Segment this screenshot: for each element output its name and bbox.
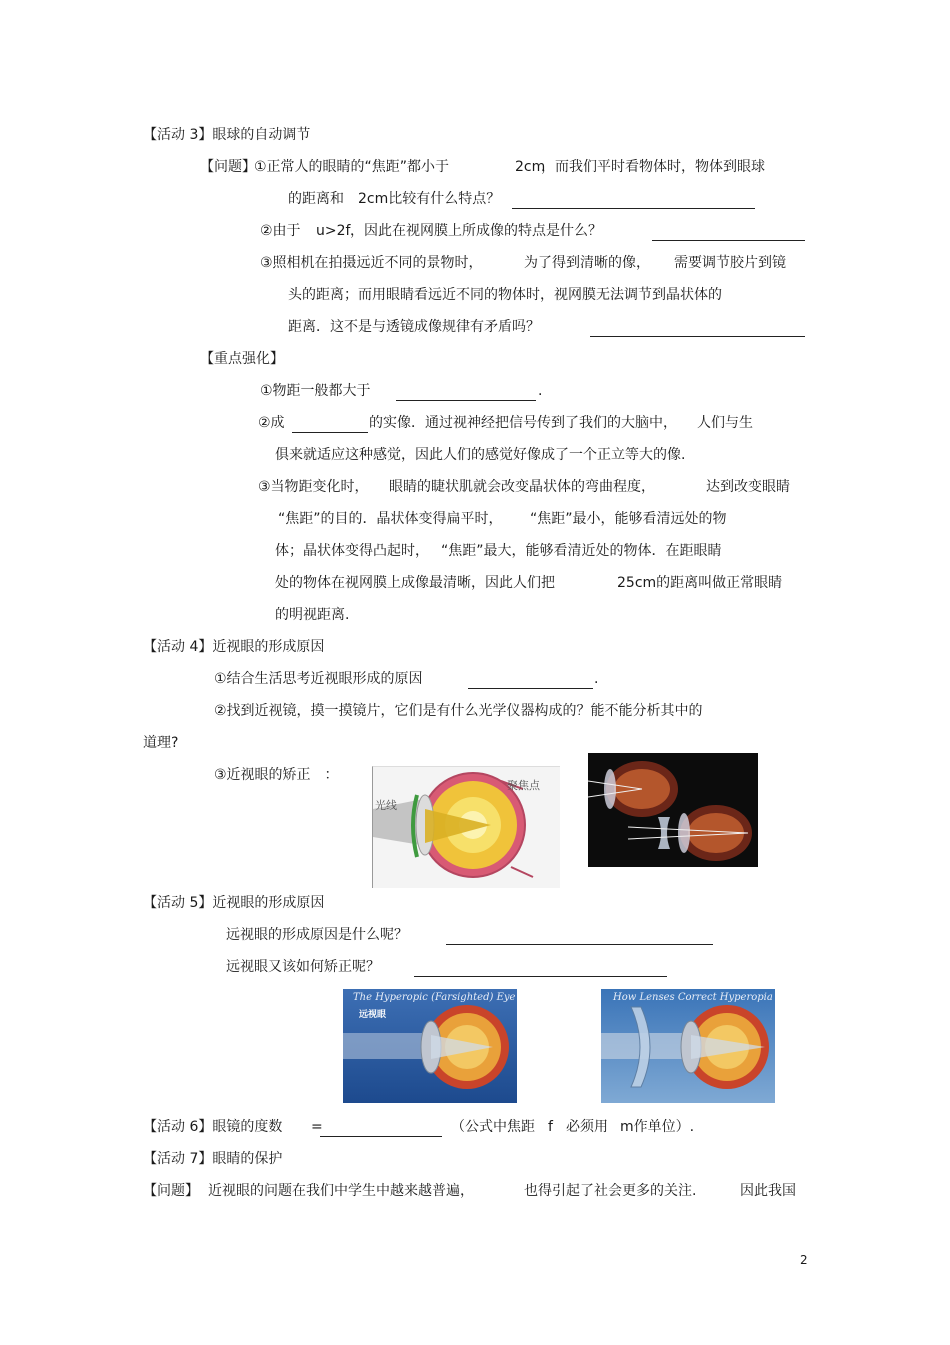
q2-text-a: ②由于 [260,223,301,239]
focus-p3-g: “焦距”最大，能够看清近处的物体．在距眼睛 [441,543,722,559]
activity6-blank[interactable] [320,1122,442,1137]
q3-text-b: 为了得到清晰的像， [524,255,650,271]
activity7-text-c: 因此我国 [740,1183,796,1199]
q1-text-c: ，而我们平时看物体时，物体到眼球 [541,159,765,175]
activity6-text-b: = [311,1119,323,1135]
focus-p1-b: . [538,383,543,399]
activity6-text-d: f [548,1119,553,1135]
q1-text-a: ①正常人的眼睛的“焦距”都小于 [254,159,450,175]
q3-text-e: 距离．这不是与透镜成像规律有矛盾吗？ [288,319,540,335]
activity4-item2-a: ②找到近视镜，摸一摸镜片，它们是有什么光学仪器构成的？能不能分析其中的 [214,703,703,719]
focus-p3-h: 处的物体在视网膜上成像最清晰，因此人们把 [275,575,555,591]
focus-p2-blank[interactable] [292,418,368,433]
focus-p3-j: 的明视距离. [275,607,350,623]
focus-p3-b: 眼睛的睫状肌就会改变晶状体的弯曲程度， [389,479,655,495]
lens-correct-hyperopia-image [601,989,775,1103]
focus-point-label: 聚焦点 [507,779,540,792]
question-label: 【问题】 [200,159,256,175]
q1-text-e: 2cm比较有什么特点？ [358,191,501,207]
q3-text-a: ③照相机在拍摄远近不同的景物时， [260,255,483,271]
activity7-text-a: 近视眼的问题在我们中学生中越来越普遍， [208,1183,474,1199]
activity5-title: 【活动 5】近视眼的形成原因 [143,895,325,911]
activity6-text-c: （公式中焦距 [451,1119,535,1135]
lens-correct-caption: How Lenses Correct Hyperopia [613,992,773,1003]
activity4-item1-blank[interactable] [468,674,593,689]
q2-text-b: u>2f [316,223,351,239]
q3-text-d: 头的距离；而用眼睛看远近不同的物体时，视网膜无法调节到晶状体的 [288,287,722,303]
myopia-correction-image [588,753,758,867]
q1-text-d: 的距离和 [288,191,344,207]
activity4-item1-b: . [594,671,599,687]
activity5-blank1[interactable] [446,930,713,945]
activity6-text-a: 【活动 6】眼镜的度数 [143,1119,283,1135]
activity7-text-b: 也得引起了社会更多的关注. [524,1183,697,1199]
q2-answer-blank[interactable] [652,226,805,241]
activity5-line1: 远视眼的形成原因是什么呢？ [226,927,408,943]
activity6-text-e: 必须用 [566,1119,608,1135]
focus-title: 【重点强化】 [200,351,284,367]
activity4-title: 【活动 4】近视眼的形成原因 [143,639,325,655]
focus-p3-i: 25cm的距离叫做正常眼睛 [617,575,783,591]
activity4-item3: ③近视眼的矫正 ： [214,767,339,783]
activity4-item1-a: ①结合生活思考近视眼形成的原因 [214,671,423,687]
myopia-eye-diagram [372,766,560,888]
focus-p3-e: “焦距”最小，能够看清远处的物 [530,511,727,527]
focus-p2-b: 的实像．通过视神经把信号传到了我们的大脑中， [369,415,677,431]
hyperopic-caption: The Hyperopic (Farsighted) Eye [353,992,516,1003]
activity6-text-f: m作单位）. [620,1119,695,1135]
activity4-item2-b: 道理? [143,735,179,751]
activity7-title: 【活动 7】眼睛的保护 [143,1151,283,1167]
focus-p3-a: ③当物距变化时， [258,479,369,495]
focus-p3-d: “焦距”的目的．晶状体变得扁平时， [278,511,503,527]
activity7-question-label: 【问题】 [143,1183,199,1199]
q1-text-b: 2cm [515,159,546,175]
q2-text-c: ，因此在视网膜上所成像的特点是什么？ [350,223,602,239]
page-number: 2 [800,1253,808,1267]
light-ray-label: 光线 [375,799,397,812]
activity3-title: 【活动 3】眼球的自动调节 [143,127,311,143]
activity5-line2: 远视眼又该如何矫正呢？ [226,959,380,975]
q3-answer-blank[interactable] [590,322,805,337]
q1-answer-blank[interactable] [512,194,755,209]
hyperopic-caption-cn: 远视眼 [359,1010,387,1020]
focus-p1-blank[interactable] [396,386,536,401]
focus-p3-c: 达到改变眼睛 [706,479,790,495]
focus-p2-a: ②成 [258,415,285,431]
focus-p2-c: 人们与生 [697,415,753,431]
focus-p2-d: 俱来就适应这种感觉，因此人们的感觉好像成了一个正立等大的像. [275,447,686,463]
activity5-blank2[interactable] [414,962,667,977]
q3-text-c: 需要调节胶片到镜 [674,255,786,271]
hyperopic-eye-image [343,989,517,1103]
focus-p1-a: ①物距一般都大于 [260,383,371,399]
focus-p3-f: 体；晶状体变得凸起时， [275,543,429,559]
